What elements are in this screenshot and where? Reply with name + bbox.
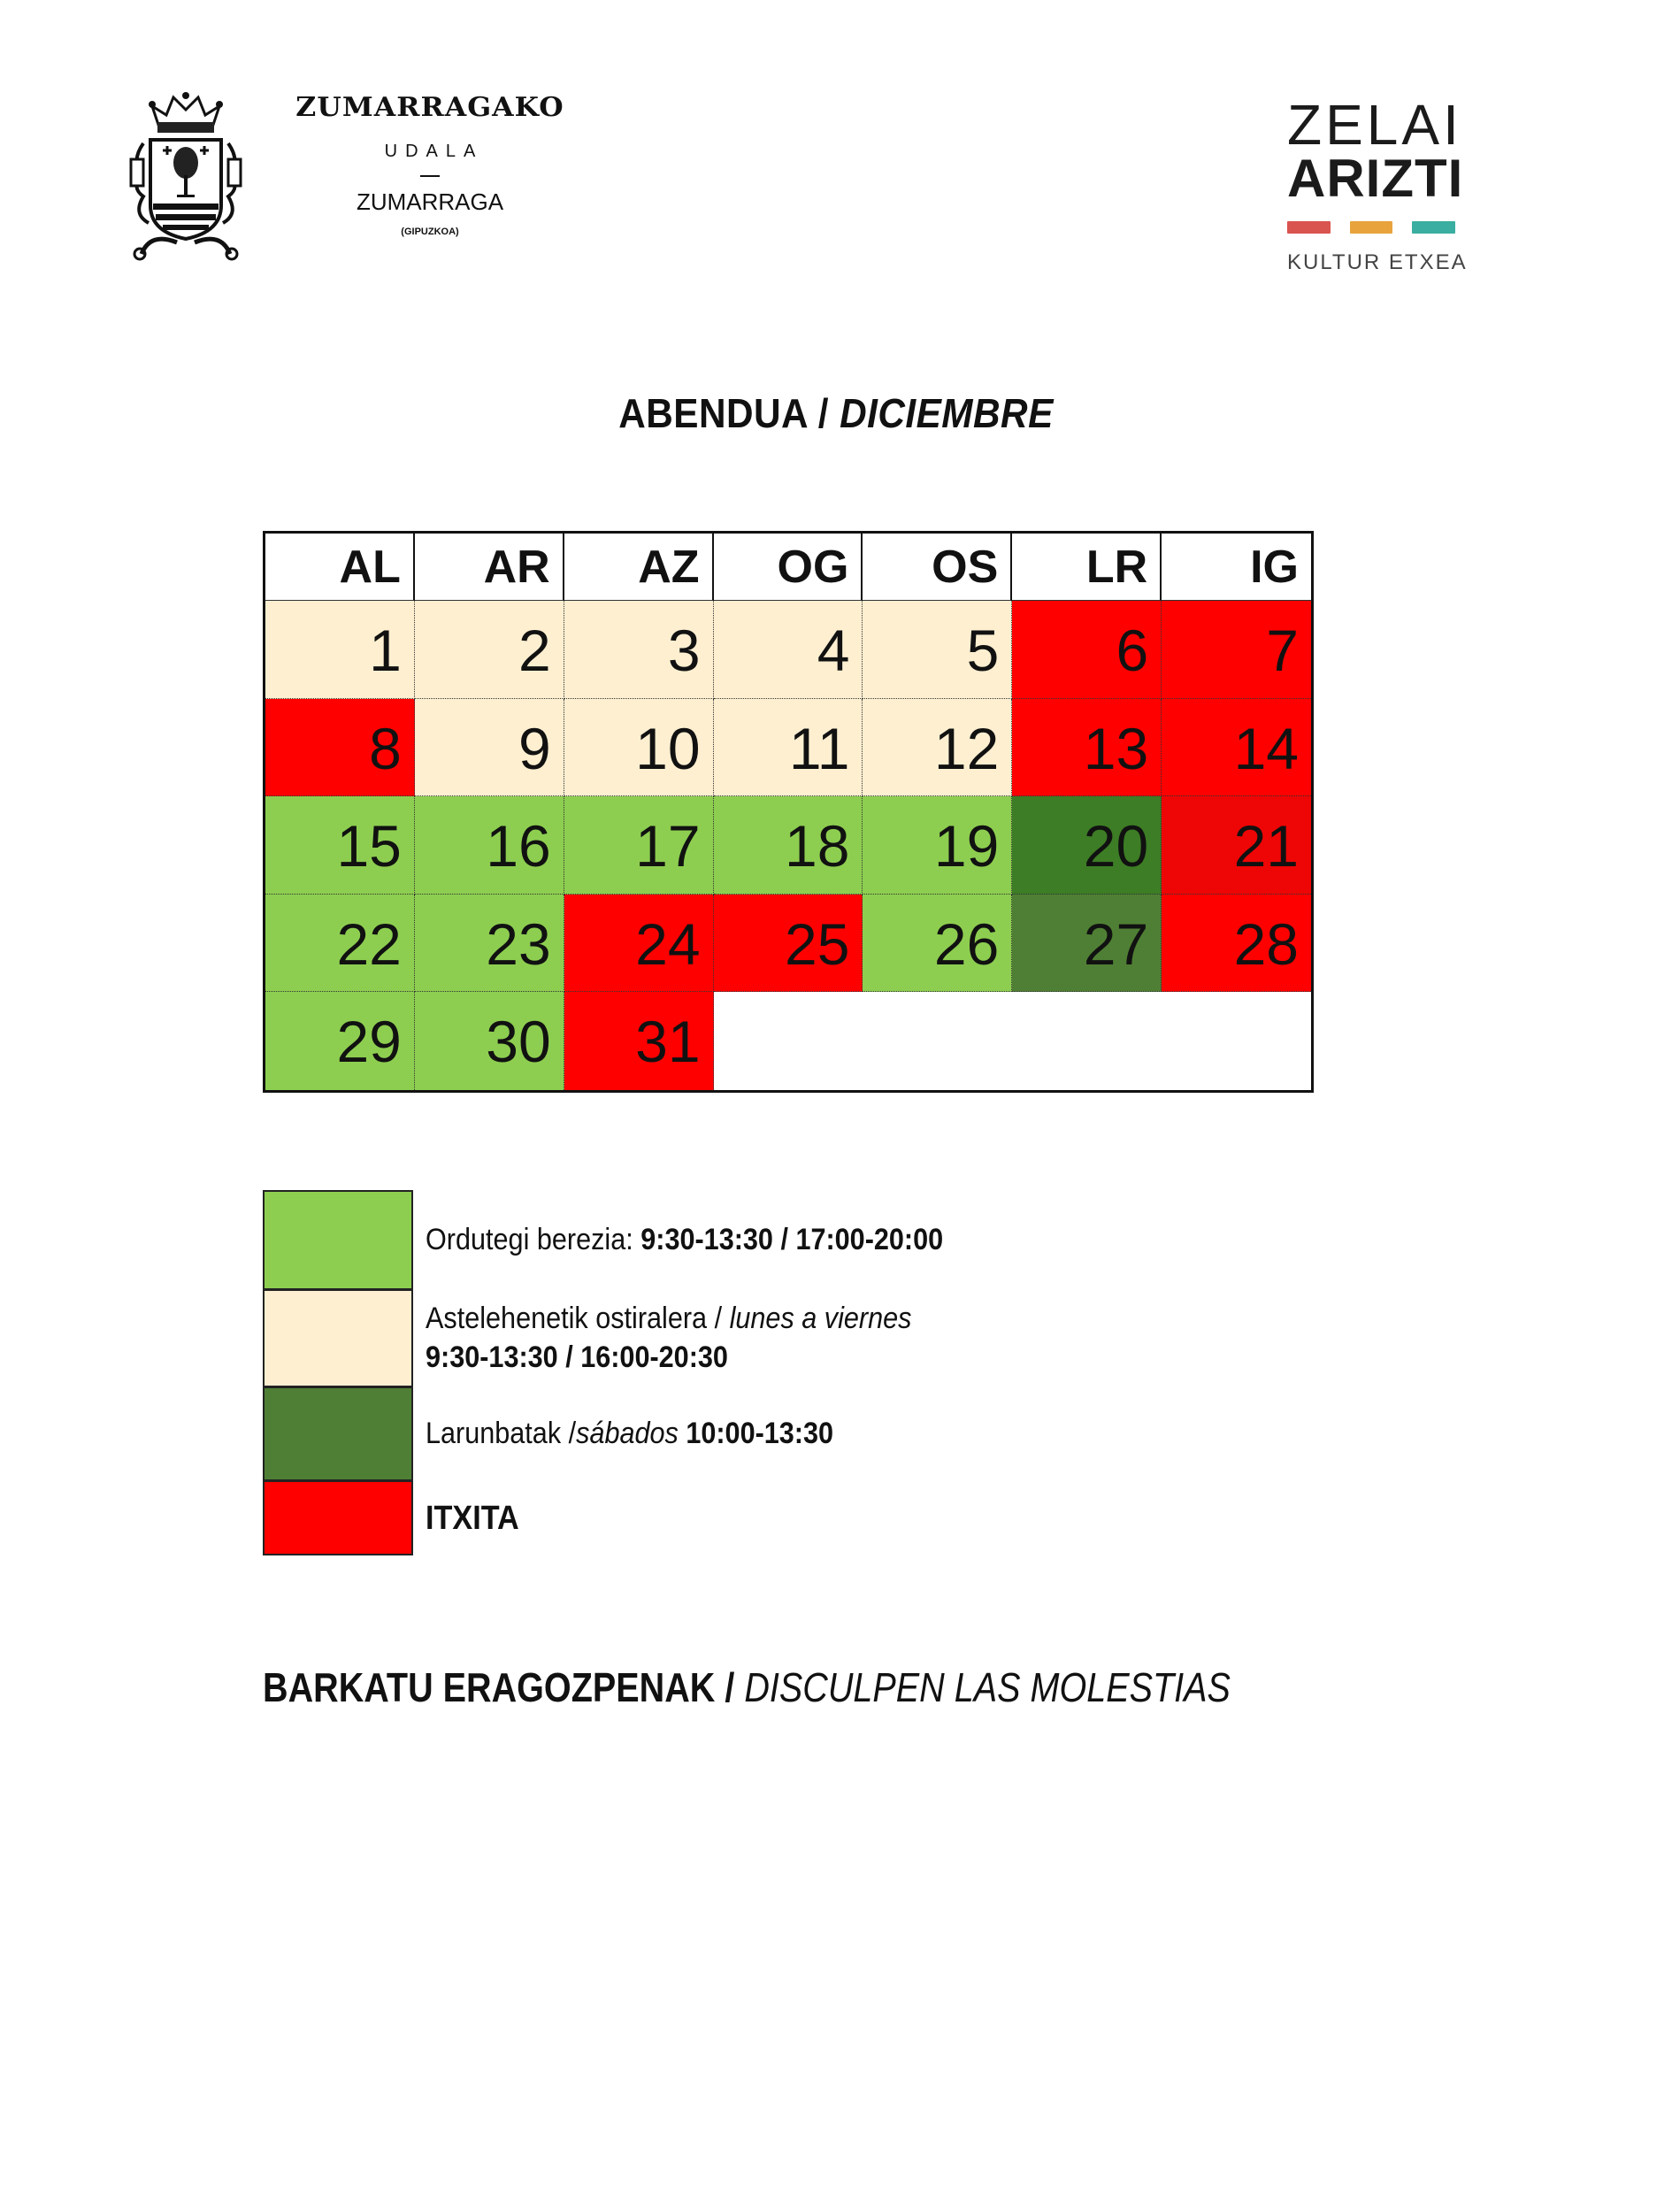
- calendar-empty-cell: [1012, 992, 1162, 1090]
- calendar-day-cell: 13: [1012, 699, 1162, 797]
- calendar-day-cell: 9: [415, 699, 564, 797]
- legend-hours: 9:30-13:30 / 17:00-20:00: [640, 1223, 944, 1256]
- calendar-day-cell: 1: [265, 601, 415, 699]
- calendar-day-cell: 20: [1012, 796, 1162, 895]
- legend-item-special: [263, 1190, 1001, 1289]
- calendar-day-cell: 17: [564, 796, 714, 895]
- legend-swatch-closed: [263, 1480, 413, 1555]
- calendar-week-row: [265, 699, 1311, 797]
- weekday-header-ig: IG: [1162, 534, 1311, 601]
- calendar-day-cell: 29: [265, 992, 415, 1090]
- calendar-day-cell: 7: [1162, 601, 1311, 699]
- calendar-day-cell: 8: [265, 699, 415, 797]
- legend-label: [426, 1299, 911, 1377]
- weekday-header-og: OG: [714, 534, 863, 601]
- calendar-day-cell: 28: [1162, 895, 1311, 993]
- calendar-day-cell: 21: [1162, 796, 1311, 895]
- footer-separator: /: [715, 1664, 745, 1710]
- weekday-header-os: OS: [863, 534, 1012, 601]
- municipality-logo-text: [281, 92, 579, 237]
- title-separator: /: [807, 390, 840, 436]
- calendar-day-cell: 2: [415, 601, 564, 699]
- calendar-day-cell: 4: [714, 601, 863, 699]
- legend-hours: ITXITA: [426, 1499, 519, 1537]
- page-title: [67, 389, 1606, 437]
- calendar-week-row: [265, 992, 1311, 1090]
- weekday-header-al: AL: [265, 534, 415, 601]
- calendar-day-cell: 19: [863, 796, 1012, 895]
- municipality-title: ZUMARRAGAKO: [295, 92, 564, 123]
- calendar-day-cell: 23: [415, 895, 564, 993]
- calendar-day-cell: 31: [564, 992, 714, 1090]
- legend-hours: 10:00-13:30: [678, 1417, 834, 1450]
- calendar-empty-cell: [863, 992, 1012, 1090]
- calendar-body: [265, 601, 1311, 1090]
- calendar-day-cell: 12: [863, 699, 1012, 797]
- legend-swatch-saturday: [263, 1386, 413, 1480]
- calendar-week-row: [265, 796, 1311, 895]
- calendar-day-cell: 3: [564, 601, 714, 699]
- logo-line-zelai: ZELAI: [1287, 93, 1462, 157]
- title-spanish: DICIEMBRE: [840, 390, 1054, 436]
- legend-label-italic: sábados: [576, 1417, 679, 1450]
- weekday-header-az: AZ: [564, 534, 714, 601]
- legend: [263, 1190, 1001, 1555]
- calendar-day-cell: 18: [714, 796, 863, 895]
- calendar-day-cell: 6: [1012, 601, 1162, 699]
- legend-item-saturday: [263, 1386, 1001, 1480]
- legend-hours-line2: 9:30-13:30 / 16:00-20:30: [426, 1340, 728, 1374]
- legend-swatch-special: [263, 1190, 413, 1289]
- weekday-header-ar: AR: [415, 534, 564, 601]
- legend-label: [426, 1499, 519, 1538]
- calendar-empty-cell: [714, 992, 863, 1090]
- calendar-header-row: [265, 534, 1311, 601]
- calendar-day-cell: 10: [564, 699, 714, 797]
- calendar-day-cell: 16: [415, 796, 564, 895]
- calendar-day-cell: 25: [714, 895, 863, 993]
- calendar-week-row: [265, 601, 1311, 699]
- coat-of-arms-icon: [124, 90, 248, 263]
- logo-bar-red: [1287, 221, 1331, 234]
- logo-line-arizti: ARIZTI: [1287, 149, 1464, 208]
- municipality-subtitle: UDALA: [384, 142, 484, 161]
- municipality-province: (GIPUZKOA): [401, 227, 459, 237]
- legend-label-text: Ordutegi berezia:: [426, 1223, 641, 1256]
- calendar-day-cell: 15: [265, 796, 415, 895]
- calendar-day-cell: 27: [1012, 895, 1162, 993]
- legend-item-closed: [263, 1480, 1001, 1555]
- weekday-header-lr: LR: [1012, 534, 1162, 601]
- divider-dash: [420, 175, 440, 177]
- zelai-arizti-logo: [1287, 93, 1491, 274]
- municipality-town: ZUMARRAGA: [356, 188, 504, 215]
- title-basque: ABENDUA: [618, 390, 808, 436]
- calendar-table: [263, 531, 1314, 1093]
- legend-label-text: Larunbatak /: [426, 1417, 577, 1450]
- logo-line-kultur-etxea: KULTUR ETXEA: [1287, 250, 1468, 274]
- legend-item-weekday: [263, 1289, 1001, 1386]
- calendar-day-cell: 26: [863, 895, 1012, 993]
- footer-spanish: DISCULPEN LAS MOLESTIAS: [744, 1664, 1231, 1710]
- calendar-day-cell: 30: [415, 992, 564, 1090]
- calendar-week-row: [265, 895, 1311, 993]
- footer-basque: BARKATU ERAGOZPENAK: [263, 1664, 716, 1710]
- calendar-empty-cell: [1162, 992, 1311, 1090]
- calendar-day-cell: 22: [265, 895, 415, 993]
- legend-label: [426, 1220, 943, 1259]
- calendar-day-cell: 24: [564, 895, 714, 993]
- legend-label-italic: lunes a viernes: [729, 1302, 912, 1335]
- legend-label: [426, 1414, 833, 1453]
- calendar-day-cell: 5: [863, 601, 1012, 699]
- logo-color-bars: [1287, 221, 1455, 234]
- legend-swatch-weekday: [263, 1289, 413, 1386]
- calendar-day-cell: 11: [714, 699, 863, 797]
- calendar-day-cell: 14: [1162, 699, 1311, 797]
- apology-footer: [263, 1663, 1231, 1711]
- logo-bar-orange: [1350, 221, 1393, 234]
- coat-of-arms-logo: [124, 90, 248, 263]
- legend-label-text: Astelehenetik ostiralera /: [426, 1302, 730, 1335]
- logo-bar-teal: [1412, 221, 1455, 234]
